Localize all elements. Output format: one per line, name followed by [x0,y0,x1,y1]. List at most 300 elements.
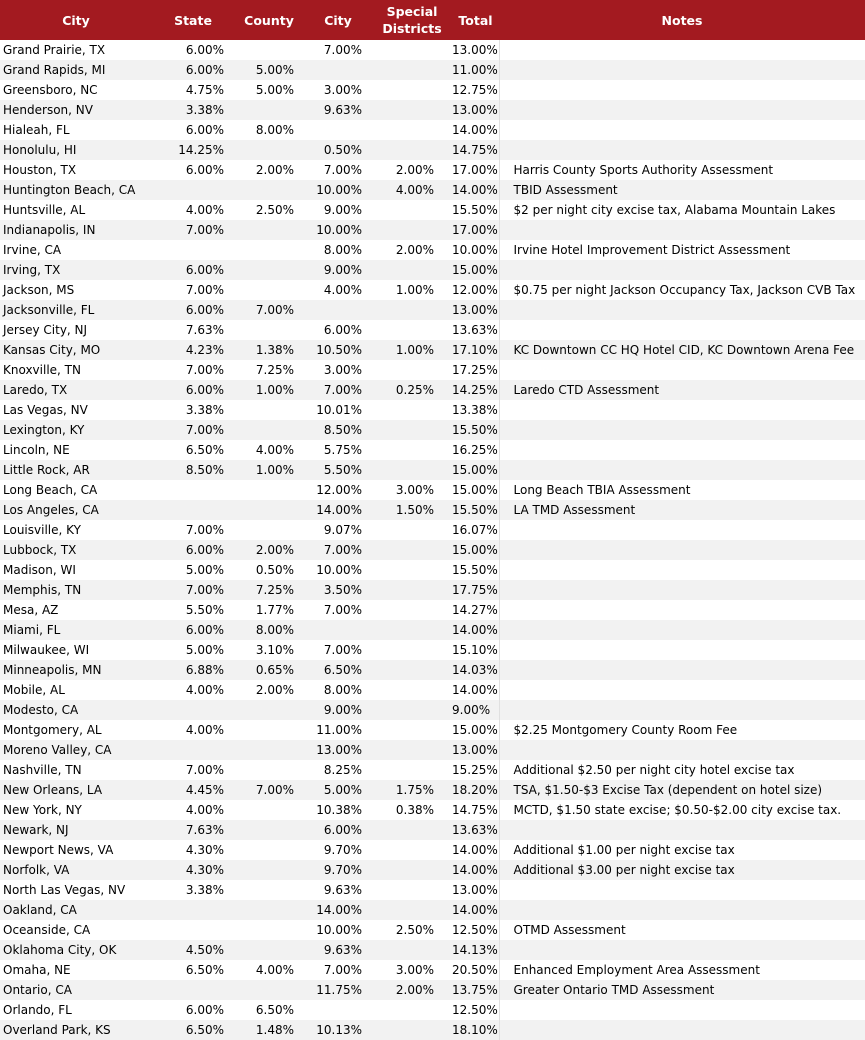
city-rate-cell: 8.00% [323,683,362,697]
city-rate-cell [304,620,372,640]
state-rate-cell [152,480,234,500]
special-districts-cell [372,580,452,600]
special-districts-cell: 2.50% [395,923,434,937]
total-rate-cell: 14.00% [452,120,499,140]
total-rate-cell: 14.13% [452,940,499,960]
city-rate-cell [304,300,372,320]
table-row [0,1000,865,1020]
special-districts-cell [372,80,452,100]
special-districts-cell [372,860,452,880]
city-rate-cell: 10.00% [316,563,362,577]
notes-cell: Laredo CTD Assessment [499,380,865,400]
city-rate-cell: 3.00% [323,363,362,377]
notes-cell: OTMD Assessment [513,923,626,937]
county-rate-cell [234,700,304,720]
county-rate-cell: 2.00% [255,163,294,177]
notes-cell [499,120,865,140]
notes-cell [499,660,865,680]
table-row [0,420,865,440]
table-row [0,680,865,700]
special-districts-cell [372,900,452,920]
table-body [0,40,865,1040]
total-rate-cell: 13.00% [452,100,499,120]
county-rate-cell [234,800,304,820]
county-rate-cell: 5.00% [255,83,294,97]
special-districts-cell [372,140,452,160]
notes-cell [499,940,865,960]
special-districts-cell [372,660,452,680]
county-rate-cell [234,320,304,340]
state-rate-cell: 4.00% [185,683,224,697]
state-rate-cell: 14.25% [152,140,234,160]
total-rate-cell: 13.00% [452,740,499,760]
total-rate-cell: 14.00% [452,620,499,640]
notes-cell [499,1000,865,1020]
county-rate-cell [234,980,304,1000]
city-rate-cell: 9.63% [304,100,372,120]
notes-cell [499,60,865,80]
total-rate-cell: 14.75% [452,140,499,160]
city-rate-cell: 9.00% [323,203,362,217]
state-rate-cell: 6.50% [185,443,224,457]
state-rate-cell: 6.00% [185,43,224,57]
state-rate-cell: 4.45% [152,780,234,800]
notes-cell [499,580,865,600]
special-districts-cell [372,1000,452,1020]
city-cell: Little Rock, AR [0,460,152,480]
notes-cell [499,680,865,700]
total-rate-cell: 10.00% [452,240,499,260]
table-row [0,920,865,940]
special-districts-cell [372,880,452,900]
city-rate-cell: 6.00% [323,323,362,337]
special-districts-cell [372,820,452,840]
total-rate-cell: 12.50% [452,920,499,940]
county-rate-cell: 0.50% [255,563,294,577]
special-districts-cell [372,100,452,120]
county-rate-cell [234,480,304,500]
total-rate-cell: 14.75% [452,800,499,820]
special-districts-cell [372,560,452,580]
state-rate-cell: 5.00% [185,643,224,657]
special-districts-cell [372,120,452,140]
notes-cell [499,300,865,320]
state-rate-cell: 6.00% [152,300,234,320]
city-rate-cell: 8.00% [323,243,362,257]
city-cell: Huntington Beach, CA [0,180,152,200]
city-cell: Huntsville, AL [3,203,86,217]
total-rate-cell: 15.00% [452,720,499,740]
county-rate-cell: 2.00% [255,683,294,697]
table-row [0,440,865,460]
table-row [0,540,865,560]
total-rate-cell: 14.00% [452,900,499,920]
notes-cell: TSA, $1.50-$3 Excise Tax (dependent on hotel size) [499,780,865,800]
city-cell: Hialeah, FL [3,123,70,137]
city-rate-cell: 14.00% [304,900,372,920]
special-districts-cell: 1.00% [395,283,434,297]
total-rate-cell: 17.10% [452,340,499,360]
table-row [0,280,865,300]
special-districts-cell [372,400,452,420]
total-rate-cell: 12.50% [452,1000,499,1020]
notes-cell [499,400,865,420]
special-districts-cell [372,540,452,560]
county-rate-cell: 4.00% [255,443,294,457]
state-rate-cell [152,700,234,720]
city-cell: Oceanside, CA [3,923,91,937]
special-districts-cell [372,620,452,640]
state-rate-cell: 6.00% [185,1003,224,1017]
state-rate-cell: 6.00% [152,380,234,400]
state-rate-cell: 6.00% [152,260,234,280]
city-rate-cell: 0.50% [304,140,372,160]
city-cell: Lincoln, NE [3,443,70,457]
special-districts-cell [372,680,452,700]
notes-cell [499,40,865,60]
total-rate-cell: 15.50% [452,560,499,580]
total-rate-cell: 15.25% [452,760,499,780]
special-districts-cell [372,740,452,760]
city-cell: Greensboro, NC [3,83,98,97]
table-row [0,460,865,480]
state-rate-cell: 7.00% [152,420,234,440]
table-row [0,640,865,660]
county-rate-cell: 1.00% [234,460,304,480]
city-cell: Irving, TX [0,260,152,280]
notes-cell [499,700,865,720]
notes-cell: Irvine Hotel Improvement District Assessment [513,243,791,257]
total-rate-cell: 15.10% [452,640,499,660]
state-rate-cell: 6.00% [152,620,234,640]
table-row [0,740,865,760]
notes-cell [499,900,865,920]
special-districts-cell: 4.00% [372,180,452,200]
state-rate-cell: 4.00% [185,723,224,737]
city-cell: Norfolk, VA [0,860,152,880]
special-districts-cell: 2.00% [372,980,452,1000]
county-rate-cell: 1.38% [234,340,304,360]
total-rate-cell: 18.20% [452,780,499,800]
notes-cell [499,100,865,120]
notes-cell: Additional $1.00 per night excise tax [513,843,735,857]
header-total: Total [452,0,499,40]
city-rate-cell: 11.75% [304,980,372,1000]
special-districts-cell: 3.00% [395,483,434,497]
total-rate-cell: 17.25% [452,360,499,380]
state-rate-cell [152,500,234,520]
city-rate-cell: 7.00% [323,603,362,617]
state-rate-cell: 6.00% [185,163,224,177]
city-rate-cell: 10.13% [304,1020,372,1040]
city-rate-cell [304,60,372,80]
county-rate-cell: 7.00% [234,300,304,320]
special-districts-cell [372,260,452,280]
total-rate-cell: 20.50% [452,960,499,980]
table-row [0,320,865,340]
header-county: County [234,0,304,40]
city-rate-cell: 10.38% [316,803,362,817]
total-rate-cell: 17.75% [452,580,499,600]
county-rate-cell [234,240,304,260]
city-rate-cell: 7.00% [304,380,372,400]
city-cell: Henderson, NV [0,100,152,120]
city-rate-cell: 3.50% [304,580,372,600]
state-rate-cell: 6.88% [152,660,234,680]
notes-cell [499,620,865,640]
notes-cell: Enhanced Employment Area Assessment [513,963,760,977]
state-rate-cell [152,240,234,260]
state-rate-cell: 6.00% [152,540,234,560]
special-districts-cell [372,40,452,60]
city-cell: Minneapolis, MN [0,660,152,680]
city-rate-cell: 10.00% [304,220,372,240]
state-rate-cell: 5.00% [185,563,224,577]
total-rate-cell: 14.00% [452,180,499,200]
notes-cell [499,740,865,760]
table-row [0,100,865,120]
total-rate-cell: 13.75% [452,980,499,1000]
table-row [0,60,865,80]
total-rate-cell: 13.00% [452,300,499,320]
state-rate-cell [152,920,234,940]
notes-cell: Additional $2.50 per night city hotel excise tax [513,763,795,777]
county-rate-cell [234,900,304,920]
city-cell: New Orleans, LA [0,780,152,800]
city-cell: Louisville, KY [3,523,81,537]
city-rate-cell: 6.00% [304,820,372,840]
total-rate-cell: 17.00% [452,160,499,180]
county-rate-cell: 6.50% [255,1003,294,1017]
notes-cell [499,820,865,840]
state-rate-cell: 3.38% [185,883,224,897]
total-rate-cell: 15.50% [452,200,499,220]
city-rate-cell: 14.00% [304,500,372,520]
city-cell: Jackson, MS [3,283,75,297]
city-rate-cell: 9.00% [304,260,372,280]
special-districts-cell [372,520,452,540]
county-rate-cell [234,220,304,240]
city-rate-cell: 10.50% [304,340,372,360]
table-row [0,140,865,160]
county-rate-cell [234,280,304,300]
notes-cell: KC Downtown CC HQ Hotel CID, KC Downtown Arena Fee [499,340,865,360]
state-rate-cell: 6.00% [152,60,234,80]
city-rate-cell: 9.63% [304,940,372,960]
city-rate-cell: 9.63% [323,883,362,897]
county-rate-cell: 3.10% [255,643,294,657]
total-rate-cell: 14.03% [452,660,499,680]
table-row [0,840,865,860]
special-districts-cell: 1.50% [372,500,452,520]
county-rate-cell [234,180,304,200]
table-row [0,500,865,520]
notes-cell: $2.25 Montgomery County Room Fee [513,723,738,737]
notes-cell: $0.75 per night Jackson Occupancy Tax, Jackson CVB Tax [513,283,856,297]
table-row [0,220,865,240]
city-cell: Knoxville, TN [3,363,81,377]
special-districts-cell [372,760,452,780]
city-cell: New York, NY [3,803,82,817]
county-rate-cell: 0.65% [234,660,304,680]
city-cell: Moreno Valley, CA [0,740,152,760]
special-districts-cell [372,600,452,620]
city-rate-cell: 5.50% [304,460,372,480]
total-rate-cell: 14.00% [452,680,499,700]
county-rate-cell [234,760,304,780]
county-rate-cell [234,260,304,280]
city-cell: Oakland, CA [0,900,152,920]
city-rate-cell: 3.00% [323,83,362,97]
city-rate-cell: 5.00% [304,780,372,800]
state-rate-cell: 7.00% [185,763,224,777]
state-rate-cell: 4.50% [152,940,234,960]
special-districts-cell [372,460,452,480]
total-rate-cell: 15.00% [452,480,499,500]
table-row [0,800,865,820]
notes-cell: TBID Assessment [499,180,865,200]
city-cell: North Las Vegas, NV [3,883,126,897]
table-row [0,520,865,540]
city-cell: Omaha, NE [3,963,71,977]
special-districts-cell [372,200,452,220]
special-districts-cell [372,840,452,860]
city-cell: Lubbock, TX [0,540,152,560]
city-rate-cell: 7.00% [304,540,372,560]
city-rate-cell: 8.25% [323,763,362,777]
county-rate-cell [234,920,304,940]
notes-cell [499,260,865,280]
city-rate-cell: 7.00% [323,163,362,177]
total-rate-cell: 12.75% [452,80,499,100]
city-rate-cell: 5.75% [323,443,362,457]
county-rate-cell: 4.00% [255,963,294,977]
table-row [0,580,865,600]
special-districts-cell [372,720,452,740]
notes-cell [499,420,865,440]
special-districts-cell [372,420,452,440]
state-rate-cell: 3.38% [152,100,234,120]
notes-cell [499,540,865,560]
city-cell: Montgomery, AL [3,723,102,737]
notes-cell [499,880,865,900]
total-rate-cell: 14.00% [452,860,499,880]
city-rate-cell: 9.70% [323,843,362,857]
table-row [0,360,865,380]
city-cell: Madison, WI [3,563,76,577]
city-rate-cell: 10.01% [316,403,362,417]
notes-cell: Long Beach TBIA Assessment [513,483,691,497]
city-cell: Memphis, TN [0,580,152,600]
county-rate-cell [234,860,304,880]
header-row [0,0,865,40]
county-rate-cell: 2.50% [255,203,294,217]
city-rate-cell: 12.00% [316,483,362,497]
city-cell: Modesto, CA [0,700,152,720]
total-rate-cell: 18.10% [452,1020,499,1040]
table-row [0,40,865,60]
special-districts-cell [372,300,452,320]
total-rate-cell: 15.00% [452,260,499,280]
state-rate-cell: 8.50% [152,460,234,480]
county-rate-cell: 1.00% [234,380,304,400]
header-city: City [0,0,152,40]
city-cell: Newport News, VA [3,843,114,857]
city-rate-cell: 7.00% [323,43,362,57]
state-rate-cell: 6.00% [185,123,224,137]
notes-cell: LA TMD Assessment [499,500,865,520]
state-rate-cell: 4.30% [185,843,224,857]
notes-cell [499,360,865,380]
notes-cell [499,80,865,100]
city-cell: Overland Park, KS [0,1020,152,1040]
total-rate-cell: 9.00% [452,700,499,720]
state-rate-cell [152,740,234,760]
table-row [0,300,865,320]
city-cell: Kansas City, MO [0,340,152,360]
city-rate-cell: 13.00% [304,740,372,760]
table-row [0,480,865,500]
county-rate-cell [234,100,304,120]
total-rate-cell: 16.25% [452,440,499,460]
table-row [0,700,865,720]
notes-cell: Additional $3.00 per night excise tax [499,860,865,880]
city-rate-cell [304,120,372,140]
total-rate-cell: 15.50% [452,420,499,440]
county-rate-cell: 8.00% [255,123,294,137]
state-rate-cell: 4.30% [152,860,234,880]
special-districts-cell [372,1020,452,1040]
county-rate-cell: 7.25% [234,580,304,600]
table-row [0,340,865,360]
county-rate-cell: 7.25% [255,363,294,377]
state-rate-cell: 7.63% [152,820,234,840]
city-cell: Jersey City, NJ [3,323,88,337]
city-rate-cell: 6.50% [304,660,372,680]
special-districts-cell: 0.25% [372,380,452,400]
city-cell: Indianapolis, IN [0,220,152,240]
table-row [0,200,865,220]
table-row [0,960,865,980]
state-rate-cell: 7.00% [185,283,224,297]
header-special-districts: Special Districts [372,0,452,40]
table-row [0,900,865,920]
county-rate-cell: 7.00% [234,780,304,800]
special-districts-cell: 0.38% [395,803,434,817]
total-rate-cell: 15.50% [452,500,499,520]
notes-cell [499,520,865,540]
table-row [0,160,865,180]
notes-cell [499,640,865,660]
city-cell: Las Vegas, NV [3,403,88,417]
total-rate-cell: 13.38% [452,400,499,420]
county-rate-cell [234,500,304,520]
table-row [0,940,865,960]
header-city-rate: City [304,0,372,40]
city-cell: Laredo, TX [0,380,152,400]
county-rate-cell [234,720,304,740]
state-rate-cell [152,980,234,1000]
table-row [0,720,865,740]
county-rate-cell [234,840,304,860]
city-cell: Milwaukee, WI [3,643,90,657]
total-rate-cell: 13.00% [452,880,499,900]
city-cell: Newark, NJ [0,820,152,840]
city-rate-cell: 9.00% [304,700,372,720]
state-rate-cell: 4.00% [185,203,224,217]
special-districts-cell: 1.00% [372,340,452,360]
notes-cell: MCTD, $1.50 state excise; $0.50-$2.00 city excise tax. [513,803,842,817]
